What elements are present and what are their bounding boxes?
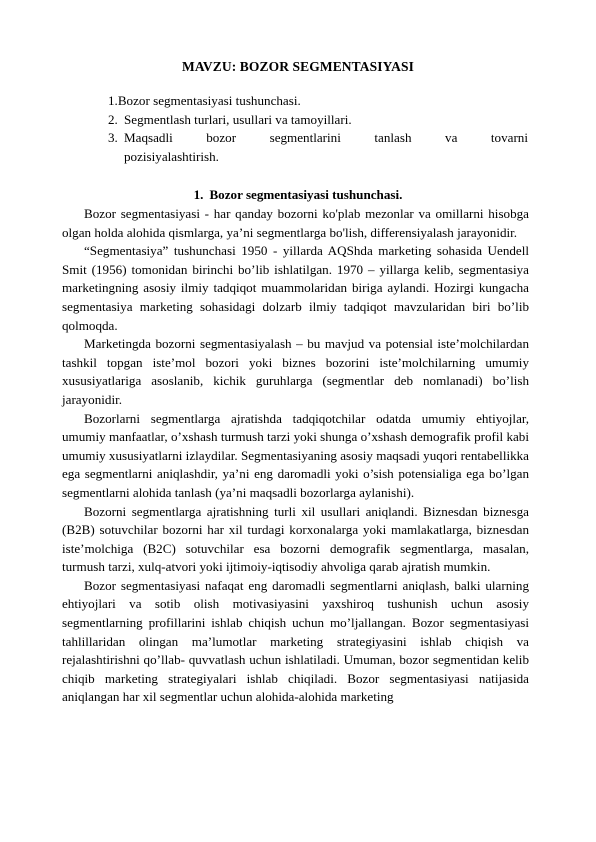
paragraph: Bozorni segmentlarga ajratishning turli xil usullari aniqlandi. Biznesdan biznesga (B2B) sotuvchilar bozorni har xil turdagi korxonalarga yoki mamlakatlarga, biznesdan iste’molchiga (B2C) sotuvchilar esa bozorni demografik segmentlarga, masalan, turmush tarzi, xulq-atvori yoki ijtimoiy-iqtisodiy ahvoliga qarab ajratish mumkin. [62, 503, 529, 575]
paragraph: Bozor segmentasiyasi nafaqat eng daromadli segmentlarni aniqlash, balki ularning ehtiyojlari va sotib olish motivasiyasini yaxshiroq tushunish uchun asosiy segmentlarning profillarini ishlab chiqish uchun mo’ljallangan. Bozor segmentasiyasi tahlillaridan olingan ma’lumotlar marketing strategiyasini ishlab chiqish va rejalashtirishni qo’llab- quvvatlash uchun ishlatiladi. Umuman, bozor segmentidan kelib chiqib marketing strategiyalari ishlab chiqiladi. Bozor segmentasiyasi natijasida aniqlangan har xil segmentlar uchun alohida-alohida marketing [62, 577, 529, 705]
paragraph: Bozor segmentasiyasi - har qanday bozorni ko'plab mezonlar va omillarni hisobga olgan holda alohida qismlarga, ya’ni segmentlarga bo'lish, differensiyalash jarayonidir. [62, 206, 529, 240]
topic-text: Maqsadli bozor segmentlarini tanlash va tovarni [124, 130, 528, 146]
topic-item [108, 111, 528, 130]
topic-item [108, 92, 528, 111]
topic-number: 2. [108, 111, 118, 127]
topic-list [108, 92, 528, 166]
body-text [62, 205, 529, 707]
topic-text: Bozor segmentasiyasi tushunchasi. [117, 93, 301, 108]
topic-text: Segmentlash turlari, usullari va tamoyillari. [124, 111, 352, 127]
section-title: Bozor segmentasiyasi tushunchasi. [209, 187, 403, 202]
topic-item [108, 129, 528, 166]
paragraph: “Segmentasiya” tushunchasi 1950 - yillarda AQShda marketing sohasida Uendell Smit (1956) tomonidan birinchi bo’lib ishlatilgan. 1970 – yillarga kelib, segmentasiya marketingning asosiy ilmiy tadqiqot muammolaridan biriga aylandi. Hozirgi kungacha segmentasiya marketing sohasidagi dolzarb ilmiy tadqiqot mavzularidan biri bo’lib qolmoqda. [62, 243, 529, 333]
topic-number: 1. [108, 93, 118, 108]
page-title: MAVZU: BOZOR SEGMENTASIYASI [181, 59, 414, 74]
paragraph: Bozorlarni segmentlarga ajratishda tadqiqotchilar odatda umumiy ehtiyojlar, umumiy manfaatlar, o’xshash turmush tarzi yoki shunga o’xshash demografik profil kabi umumiy xususiyatlarni izlaydilar. Segmentasiyaning asosiy maqsadi yuqori rentabellikka ega segmentlarni aniqlashdir, ya’ni eng daromadli yoki o’sish potensialiga ega bo’lgan segmentlarni alohida tanlash (ya’ni maqsadli bozorlarga aylanishi). [62, 410, 529, 500]
section-heading [0, 186, 596, 205]
topic-number: 3. [108, 130, 118, 146]
section-number: 1. [193, 187, 204, 202]
paragraph: Marketingda bozorni segmentasiyalash – bu mavjud va potensial iste’molchilardan tashkil topgan iste’mol bozori yoki biznes bozorini iste’molchilarning umumiy xususiyatlariga asoslanib, kichik guruhlarga (segmentlar deb nomlanadi) bo’lish jarayonidir. [62, 336, 529, 407]
topic-text-continued: pozisiyalashtirish. [124, 148, 219, 164]
